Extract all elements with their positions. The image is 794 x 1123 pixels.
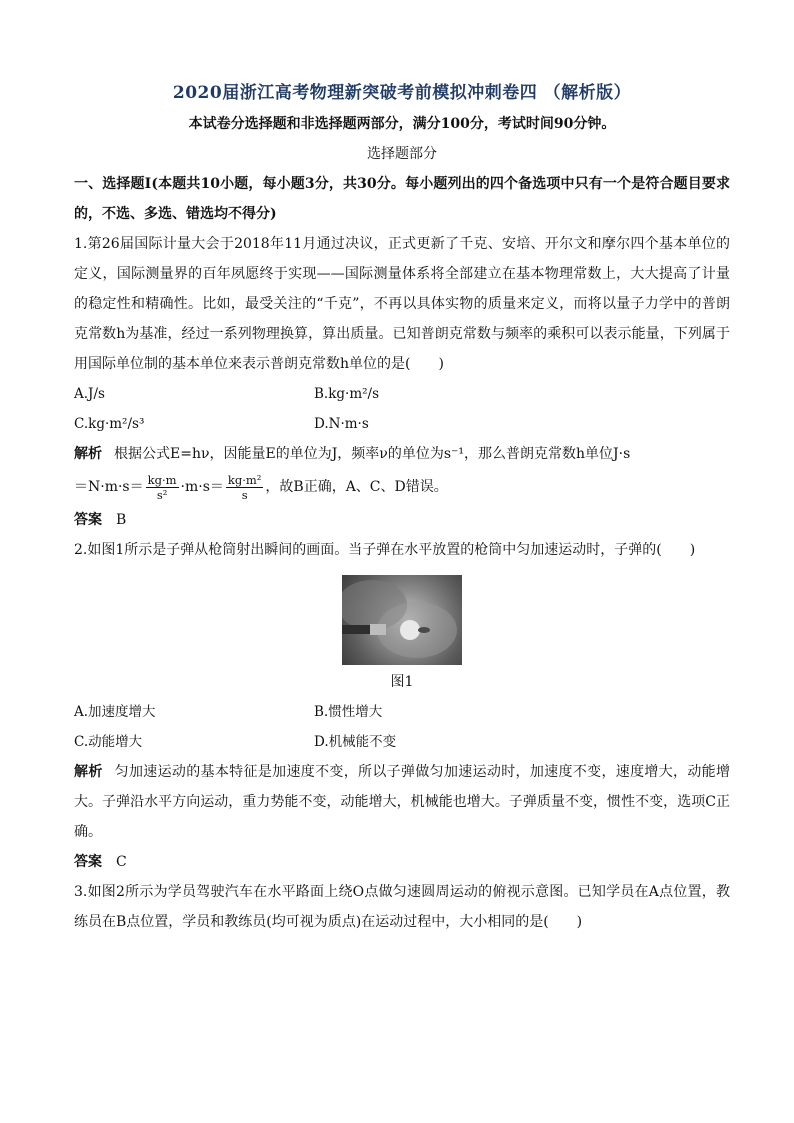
document-title: 2020届浙江高考物理新突破考前模拟冲刺卷四 （解析版） [172,83,632,103]
q1-frac2-den: s [241,487,248,502]
q2-answer-label: 答案 [74,854,102,870]
q1-analysis-eq-part2: ·m·s＝ [180,479,224,495]
q2-figure [74,575,730,665]
document-page [74,70,730,937]
q1-frac2-num: kg·m² [227,472,262,487]
q1-options [74,379,730,439]
q2-stem: 2.如图1所示是子弹从枪筒射出瞬间的画面。当子弹在水平放置的枪筒中匀加速运动时，子弹的( ) [74,542,696,558]
q1-frac1-num: kg·m [147,472,177,487]
q1-option-d: D.N·m·s [314,416,369,432]
q1-answer [74,505,730,535]
q2-figure-caption: 图1 [390,674,414,690]
q1-analysis-line2 [74,469,730,505]
q1-fraction-1 [146,473,179,502]
section-title: 选择题部分 [367,146,437,162]
q1-analysis-label: 解析 [74,446,102,462]
q2-analysis-label: 解析 [74,764,103,780]
bullet-photo [342,575,462,665]
q1-analysis-eq-part1: ＝N·m·s＝ [74,479,144,495]
q1-analysis-line1 [74,439,730,469]
q1-answer-value: B [116,512,127,528]
q2-option-d: D.机械能不变 [314,734,397,750]
q2-answer [74,847,730,877]
q2-options [74,697,730,757]
q2-analysis [74,757,730,847]
q2-option-b: B.惯性增大 [314,704,383,720]
q1-fraction-2 [226,473,264,502]
q1-frac1-den: s² [156,487,168,502]
q1-option-b: B.kg·m²/s [314,386,380,402]
q1-analysis-eq-part3: ，故B正确，A、C、D错误。 [265,479,448,495]
bullet-illustration [342,575,462,665]
q2-option-a: A.加速度增大 [74,704,156,720]
q2-option-c: C.动能增大 [74,734,143,750]
q1-option-a: A.J/s [74,386,105,402]
q1-analysis-text1: 根据公式E=hν，因能量E的单位为J，频率ν的单位为s⁻¹，那么普朗克常数h单位J·s [114,446,631,462]
q1-answer-label: 答案 [74,512,102,528]
q3-stem: 3.如图2所示为学员驾驶汽车在水平路面上绕O点做匀速圆周运动的俯视示意图。已知学员在A点位置，教练员在B点位置，学员和教练员(均可视为质点)在运动过程中，大小相同的是( ) [74,884,730,930]
q1-option-c: C.kg·m²/s³ [74,416,145,432]
exam-intro: 本试卷分选择题和非选择题两部分，满分100分，考试时间90分钟。 [188,116,616,132]
q2-answer-value: C [116,854,127,870]
q1-stem: 1.第26届国际计量大会于2018年11月通过决议，正式更新了千克、安培、开尔文和摩尔四个基本单位的定义，国际测量界的百年夙愿终于实现——国际测量体系将全部建立在基本物理常数上，大大提高了计量的稳定性和精确性。比如，最受关注的“千克”，不再以具体实物的质量来定义，而将以量子力学中的普朗克常数h为基准，经过一系列物理换算，算出质量。已知普朗克常数与频率的乘积可以表示能量，下列属于用国际单位制的基本单位来表示普朗克常数h单位的是( ) [74,236,730,372]
part1-heading: 一、选择题Ⅰ(本题共10小题，每小题3分，共30分。每小题列出的四个备选项中只有一个是符合题目要求的，不选、多选、错选均不得分) [74,176,730,222]
q2-analysis-text: 匀加速运动的基本特征是加速度不变，所以子弹做匀加速运动时，加速度不变，速度增大，动能增大。子弹沿水平方向运动，重力势能不变，动能增大，机械能也增大。子弹质量不变，惯性不变，选项C正确。 [74,764,731,840]
